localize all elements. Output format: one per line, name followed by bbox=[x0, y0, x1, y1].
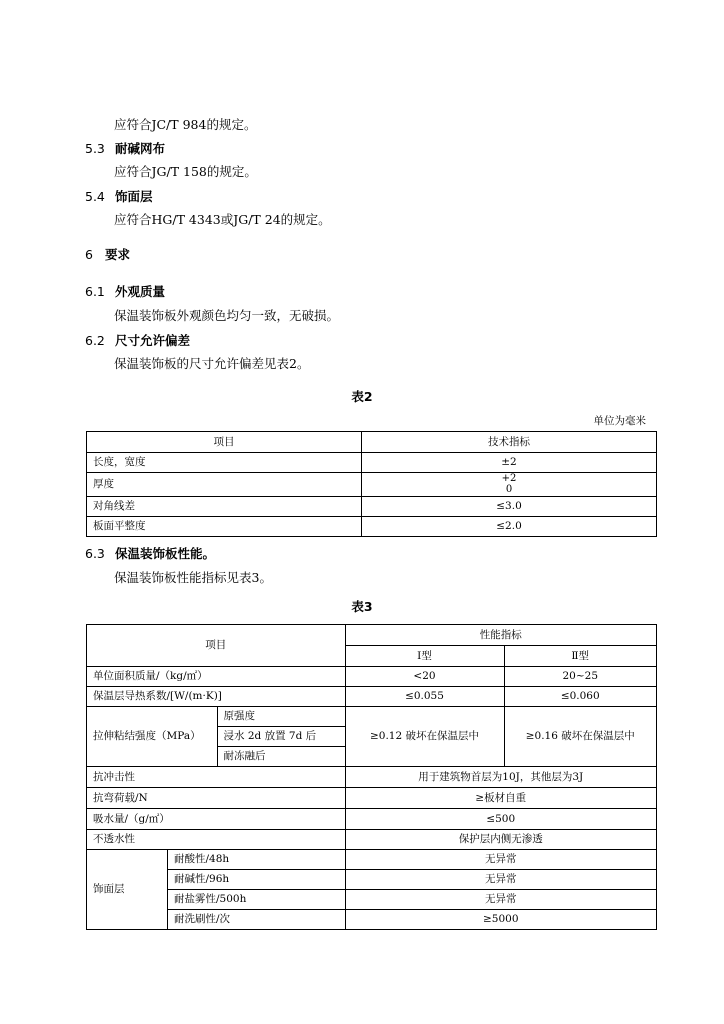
table-cell: 饰面层 bbox=[87, 850, 168, 930]
section-6-1-body: 保温装饰板外观颜色均匀一致，无破损。 bbox=[114, 308, 340, 323]
table-row bbox=[87, 870, 657, 890]
section-number: 5.4 bbox=[85, 189, 105, 204]
section-number: 6 bbox=[85, 247, 93, 262]
table-cell: 保温层导热系数/[W/(m·K)] bbox=[87, 687, 346, 707]
table-cell: 吸水量/（g/㎡） bbox=[87, 809, 346, 830]
table-row bbox=[87, 453, 657, 473]
table-header-cell: 性能指标 bbox=[345, 625, 657, 646]
table-row bbox=[87, 890, 657, 910]
section-6-3-heading bbox=[85, 546, 215, 562]
section-6-2-heading bbox=[85, 333, 190, 349]
section-5-3-body: 应符合JG/T 158的规定。 bbox=[114, 164, 257, 179]
table-row bbox=[87, 767, 657, 788]
table-cell: 无异常 bbox=[345, 890, 657, 910]
table2-unit-note: 单位为毫米 bbox=[593, 415, 646, 427]
table-header-cell: Ⅰ型 bbox=[345, 646, 504, 667]
table-header-cell: 技术指标 bbox=[362, 432, 657, 453]
table-row bbox=[87, 517, 657, 537]
table-cell: ≤3.0 bbox=[362, 497, 657, 517]
section-number: 6.1 bbox=[85, 284, 105, 299]
section-number: 5.3 bbox=[85, 141, 105, 156]
section-title: 保温装饰板性能。 bbox=[115, 546, 216, 561]
table-cell: 拉伸粘结强度（MPa） bbox=[87, 707, 218, 767]
section-5-3-heading bbox=[85, 141, 165, 157]
table-cell: ≤0.060 bbox=[504, 687, 657, 707]
table-cell: ≥0.12 破坏在保温层中 bbox=[345, 707, 504, 767]
table-cell: 抗冲击性 bbox=[87, 767, 346, 788]
table-header-row bbox=[87, 625, 657, 646]
section-number: 6.2 bbox=[85, 333, 105, 348]
table-row bbox=[87, 497, 657, 517]
section-6-heading bbox=[85, 247, 130, 263]
table-cell: 耐洗刷性/次 bbox=[168, 910, 346, 930]
table-cell: ≤500 bbox=[345, 809, 657, 830]
section-title: 要求 bbox=[105, 247, 131, 262]
table-cell: 抗弯荷载/N bbox=[87, 788, 346, 809]
table-header-cell: 项目 bbox=[87, 432, 362, 453]
table-cell: <20 bbox=[345, 667, 504, 687]
section-number: 6.3 bbox=[85, 546, 105, 561]
tolerance-upper: +2 bbox=[501, 473, 517, 484]
table-cell: 用于建筑物首层为10J，其他层为3J bbox=[345, 767, 657, 788]
table-cell: 长度，宽度 bbox=[87, 453, 362, 473]
table-row bbox=[87, 667, 657, 687]
table-cell: ≥0.16 破坏在保温层中 bbox=[504, 707, 657, 767]
section-title: 外观质量 bbox=[115, 284, 166, 299]
table-cell: 20~25 bbox=[504, 667, 657, 687]
table-row bbox=[87, 473, 657, 497]
tolerance-lower: 0 bbox=[505, 484, 513, 495]
table-row bbox=[87, 910, 657, 930]
section-title: 尺寸允许偏差 bbox=[115, 333, 191, 348]
section-6-3-body: 保温装饰板性能指标见表3。 bbox=[114, 570, 272, 585]
table-cell: 厚度 bbox=[87, 473, 362, 497]
table-cell: 原强度 bbox=[217, 707, 345, 727]
section-6-1-heading bbox=[85, 284, 165, 300]
table-cell: ≥板材自重 bbox=[345, 788, 657, 809]
table-cell: 无异常 bbox=[345, 870, 657, 890]
paragraph-jc984: 应符合JC/T 984的规定。 bbox=[114, 117, 257, 132]
table-cell: 耐酸性/48h bbox=[168, 850, 346, 870]
section-5-4-body: 应符合HG/T 4343或JG/T 24的规定。 bbox=[114, 212, 331, 227]
table-cell: 耐盐雾性/500h bbox=[168, 890, 346, 910]
table-cell: 耐冻融后 bbox=[217, 747, 345, 767]
table2 bbox=[86, 431, 657, 537]
table-cell: 无异常 bbox=[345, 850, 657, 870]
table-row bbox=[87, 687, 657, 707]
table-cell: 浸水 2d 放置 7d 后 bbox=[217, 727, 345, 747]
section-5-4-heading bbox=[85, 189, 153, 205]
table-row bbox=[87, 830, 657, 850]
table-cell: 耐碱性/96h bbox=[168, 870, 346, 890]
section-6-2-body: 保温装饰板的尺寸允许偏差见表2。 bbox=[114, 356, 310, 371]
table3 bbox=[86, 624, 657, 930]
section-title: 耐碱网布 bbox=[115, 141, 166, 156]
table-cell: ≤0.055 bbox=[345, 687, 504, 707]
table-row bbox=[87, 707, 657, 727]
table-cell: 不透水性 bbox=[87, 830, 346, 850]
section-title: 饰面层 bbox=[115, 189, 153, 204]
table3-caption: 表3 bbox=[351, 599, 373, 614]
table-row bbox=[87, 850, 657, 870]
table-cell: ≥5000 bbox=[345, 910, 657, 930]
table-cell: ±2 bbox=[362, 453, 657, 473]
table-row bbox=[87, 788, 657, 809]
table-row bbox=[87, 809, 657, 830]
table-header-row bbox=[87, 432, 657, 453]
table-cell: 板面平整度 bbox=[87, 517, 362, 537]
table-cell bbox=[362, 473, 657, 497]
table-header-cell: Ⅱ型 bbox=[504, 646, 657, 667]
table-cell: 保护层内侧无渗透 bbox=[345, 830, 657, 850]
table-cell: ≤2.0 bbox=[362, 517, 657, 537]
table2-caption: 表2 bbox=[351, 389, 373, 404]
tolerance-value bbox=[502, 473, 517, 495]
table-cell: 对角线差 bbox=[87, 497, 362, 517]
table-cell: 单位面积质量/（kg/㎡） bbox=[87, 667, 346, 687]
table-header-cell: 项目 bbox=[87, 625, 346, 667]
